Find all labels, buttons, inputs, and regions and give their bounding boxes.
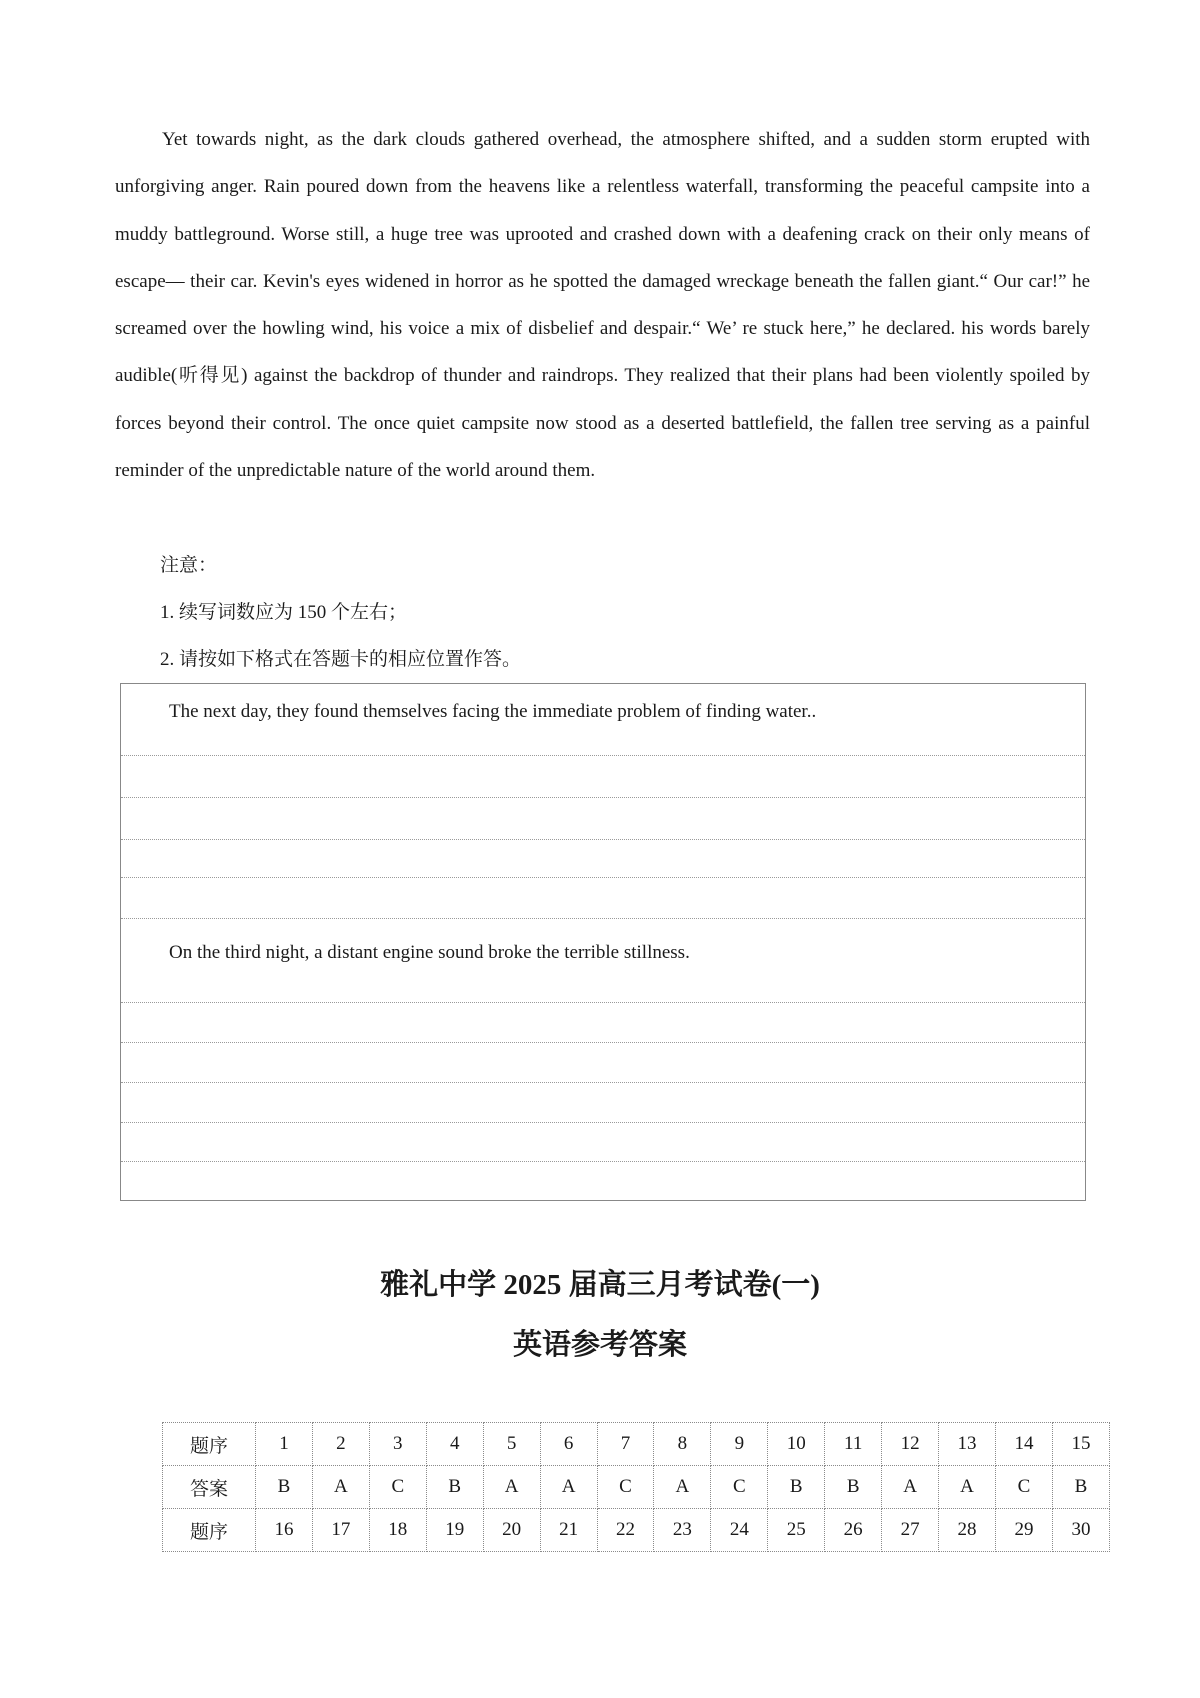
table-cell: 23: [654, 1509, 711, 1552]
answer-table-row: [163, 1509, 1110, 1552]
writing-line: [121, 877, 1085, 878]
table-cell: A: [312, 1466, 369, 1509]
table-cell: 6: [540, 1423, 597, 1466]
table-cell: A: [483, 1466, 540, 1509]
table-cell: 9: [711, 1423, 768, 1466]
table-cell: 30: [1052, 1509, 1109, 1552]
writing-line: [121, 1002, 1085, 1003]
table-cell: B: [825, 1466, 882, 1509]
table-cell: 1: [256, 1423, 313, 1466]
table-cell: 12: [882, 1423, 939, 1466]
answer-table-row: [163, 1466, 1110, 1509]
answer-key-table: [162, 1422, 1110, 1552]
table-cell: 14: [995, 1423, 1052, 1466]
continuation-prompt-2: On the third night, a distant engine sound broke the terrible stillness.: [169, 942, 690, 963]
table-cell: C: [711, 1466, 768, 1509]
table-cell: B: [768, 1466, 825, 1509]
table-cell: 24: [711, 1509, 768, 1552]
exam-title: 雅礼中学 2025 届高三月考试卷(一): [380, 1269, 820, 1301]
table-cell: 2: [312, 1423, 369, 1466]
note-item-2: 2. 请按如下格式在答题卡的相应位置作答。: [160, 649, 522, 670]
answer-writing-box: [120, 683, 1086, 1201]
table-cell: 21: [540, 1509, 597, 1552]
note-heading: 注意：: [160, 555, 218, 576]
table-cell: 20: [483, 1509, 540, 1552]
table-cell: 11: [825, 1423, 882, 1466]
table-cell: 5: [483, 1423, 540, 1466]
table-cell: C: [995, 1466, 1052, 1509]
table-cell: B: [1052, 1466, 1109, 1509]
answer-table-row: [163, 1423, 1110, 1466]
table-cell: 29: [995, 1509, 1052, 1552]
table-cell: 18: [369, 1509, 426, 1552]
writing-line: [121, 839, 1085, 840]
continuation-prompt-1: The next day, they found themselves facing the immediate problem of finding water..: [169, 701, 817, 722]
table-cell: 10: [768, 1423, 825, 1466]
table-cell: 19: [426, 1509, 483, 1552]
table-cell: C: [597, 1466, 654, 1509]
table-cell: 28: [939, 1509, 996, 1552]
table-cell: 22: [597, 1509, 654, 1552]
table-cell: C: [369, 1466, 426, 1509]
table-cell: 7: [597, 1423, 654, 1466]
table-cell: A: [939, 1466, 996, 1509]
table-cell: A: [882, 1466, 939, 1509]
writing-line: [121, 1122, 1085, 1123]
row-label: 答案: [163, 1466, 256, 1509]
table-cell: 3: [369, 1423, 426, 1466]
writing-line: [121, 755, 1085, 756]
story-passage: [115, 116, 1090, 494]
note-item-1: 1. 续写词数应为 150 个左右；: [160, 602, 408, 623]
table-cell: 15: [1052, 1423, 1109, 1466]
table-cell: 13: [939, 1423, 996, 1466]
writing-line: [121, 1161, 1085, 1162]
table-cell: 17: [312, 1509, 369, 1552]
table-cell: 8: [654, 1423, 711, 1466]
table-cell: 26: [825, 1509, 882, 1552]
answer-key-title: 英语参考答案: [512, 1329, 687, 1361]
writing-line: [121, 1042, 1085, 1043]
writing-line: [121, 918, 1085, 919]
table-cell: B: [426, 1466, 483, 1509]
row-label: 题序: [163, 1423, 256, 1466]
passage-text: Yet towards night, as the dark clouds gathered overhead, the atmosphere shifted, and a sudden storm erupted with unforgiving anger. Rain poured down from the heavens like a relentless waterfall, transforming the peaceful campsite into a muddy battleground. Worse still, a huge tree was uprooted and crashed down with a deafening crack on their only means of escape— their car. Kevin's eyes widened in horror as he spotted the damaged wreckage beneath the fallen giant.“ Our car!” he screamed over the howling wind, his voice a mix of disbelief and despair.“ We’ re stuck here,” he declared. his words barely audible(听得见) against the backdrop of thunder and raindrops. They realized that their plans had been violently spoiled by forces beyond their control. The once quiet campsite now stood as a deserted battlefield, the fallen tree serving as a painful reminder of the unpredictable nature of the world around them.: [115, 129, 1090, 482]
row-label: 题序: [163, 1509, 256, 1552]
table-cell: 4: [426, 1423, 483, 1466]
table-cell: A: [540, 1466, 597, 1509]
table-cell: 16: [256, 1509, 313, 1552]
table-cell: A: [654, 1466, 711, 1509]
table-cell: B: [256, 1466, 313, 1509]
table-cell: 25: [768, 1509, 825, 1552]
writing-line: [121, 1082, 1085, 1083]
writing-line: [121, 797, 1085, 798]
table-cell: 27: [882, 1509, 939, 1552]
